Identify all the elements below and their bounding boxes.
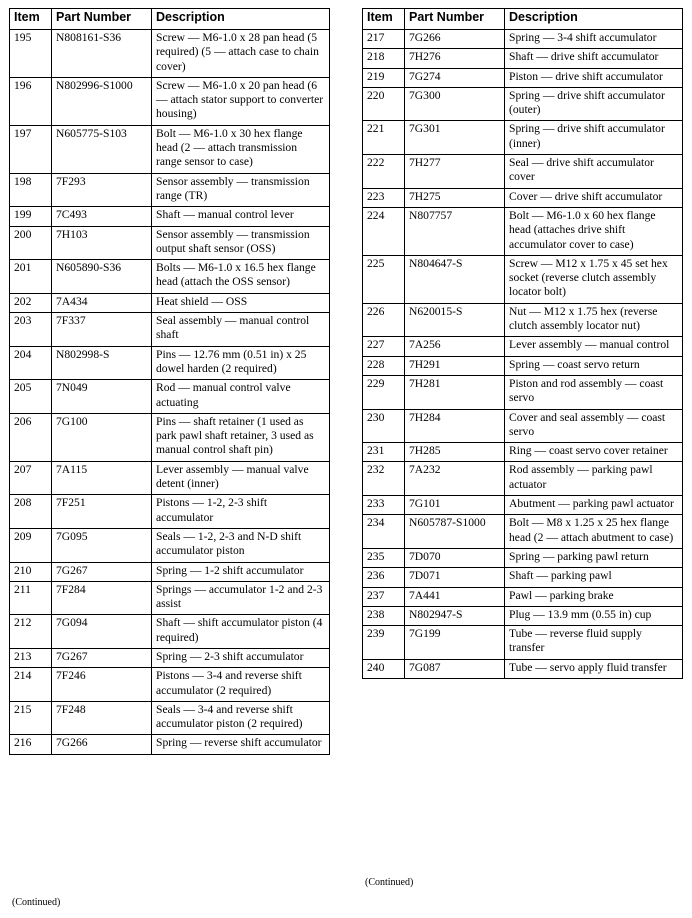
cell-part-number: 7G100 [52, 413, 152, 461]
cell-part-number: 7H284 [405, 409, 505, 443]
cell-description: Plug — 13.9 mm (0.55 in) cup [505, 606, 683, 625]
cell-description: Sensor assembly — transmission output shaft sensor (OSS) [152, 226, 330, 260]
table-row [363, 121, 683, 155]
table-row [363, 49, 683, 68]
cell-item: 229 [363, 375, 405, 409]
cell-description: Pins — shaft retainer (1 used as park pawl shaft retainer, 3 used as manual control shaft pin) [152, 413, 330, 461]
cell-item: 197 [10, 125, 52, 173]
cell-part-number: 7N049 [52, 380, 152, 414]
cell-description: Bolt — M8 x 1.25 x 25 hex flange head (2 — attach abutment to case) [505, 515, 683, 549]
cell-description: Spring — drive shift accumulator (inner) [505, 121, 683, 155]
cell-description: Seals — 1-2, 2-3 and N-D shift accumulator piston [152, 528, 330, 562]
cell-description: Bolt — M6-1.0 x 30 hex flange head (2 — attach transmission range sensor to case) [152, 125, 330, 173]
cell-item: 238 [363, 606, 405, 625]
cell-description: Abutment — parking pawl actuator [505, 496, 683, 515]
cell-item: 199 [10, 207, 52, 226]
cell-item: 198 [10, 173, 52, 207]
cell-part-number: 7G267 [52, 562, 152, 581]
cell-description: Spring — 3-4 shift accumulator [505, 30, 683, 49]
cell-part-number: 7G266 [405, 30, 505, 49]
cell-part-number: 7G094 [52, 615, 152, 649]
cell-description: Cover — drive shift accumulator [505, 188, 683, 207]
table-row [10, 562, 330, 581]
header-description: Description [152, 9, 330, 30]
cell-part-number: N605890-S36 [52, 260, 152, 294]
cell-part-number: N808161-S36 [52, 30, 152, 78]
cell-part-number: 7A232 [405, 462, 505, 496]
table-row [10, 346, 330, 380]
cell-description: Seal assembly — manual control shaft [152, 313, 330, 347]
table-row [363, 356, 683, 375]
table-row [10, 735, 330, 754]
table-row [363, 568, 683, 587]
cell-description: Spring — parking pawl return [505, 548, 683, 567]
cell-item: 237 [363, 587, 405, 606]
cell-item: 212 [10, 615, 52, 649]
cell-item: 215 [10, 701, 52, 735]
cell-item: 201 [10, 260, 52, 294]
continued-note-left: (Continued) [12, 897, 61, 908]
cell-item: 220 [363, 87, 405, 121]
cell-description: Shaft — shift accumulator piston (4 required) [152, 615, 330, 649]
cell-item: 239 [363, 626, 405, 660]
table-row [363, 626, 683, 660]
cell-description: Screw — M12 x 1.75 x 45 set hex socket (reverse clutch assembly locator bolt) [505, 255, 683, 303]
cell-item: 195 [10, 30, 52, 78]
cell-part-number: 7A434 [52, 293, 152, 312]
cell-item: 224 [363, 207, 405, 255]
table-row [10, 226, 330, 260]
table-row [10, 77, 330, 125]
table-row [10, 668, 330, 702]
cell-description: Spring — reverse shift accumulator [152, 735, 330, 754]
cell-part-number: 7F248 [52, 701, 152, 735]
table-row [363, 337, 683, 356]
table-header-row [363, 9, 683, 30]
cell-part-number: 7H285 [405, 443, 505, 462]
cell-description: Ring — coast servo cover retainer [505, 443, 683, 462]
cell-part-number: 7F251 [52, 495, 152, 529]
table-row [363, 587, 683, 606]
table-row [363, 409, 683, 443]
table-row [10, 313, 330, 347]
table-row [363, 87, 683, 121]
cell-item: 208 [10, 495, 52, 529]
table-row [363, 462, 683, 496]
cell-item: 203 [10, 313, 52, 347]
table-row [10, 125, 330, 173]
header-part-number: Part Number [405, 9, 505, 30]
table-row [363, 207, 683, 255]
cell-part-number: 7G267 [52, 648, 152, 667]
cell-part-number: N605787-S1000 [405, 515, 505, 549]
cell-description: Seal — drive shift accumulator cover [505, 155, 683, 189]
cell-item: 226 [363, 303, 405, 337]
cell-item: 217 [363, 30, 405, 49]
cell-description: Shaft — parking pawl [505, 568, 683, 587]
cell-item: 210 [10, 562, 52, 581]
cell-description: Sensor assembly — transmission range (TR) [152, 173, 330, 207]
cell-part-number: 7H276 [405, 49, 505, 68]
cell-description: Spring — 1-2 shift accumulator [152, 562, 330, 581]
table-row [363, 606, 683, 625]
cell-description: Spring — drive shift accumulator (outer) [505, 87, 683, 121]
cell-item: 207 [10, 461, 52, 495]
cell-part-number: 7G274 [405, 68, 505, 87]
parts-table-right [362, 8, 683, 679]
cell-part-number: 7G095 [52, 528, 152, 562]
cell-item: 227 [363, 337, 405, 356]
cell-part-number: N807757 [405, 207, 505, 255]
cell-description: Lever assembly — manual valve detent (inner) [152, 461, 330, 495]
table-header-row [10, 9, 330, 30]
cell-item: 234 [363, 515, 405, 549]
cell-item: 202 [10, 293, 52, 312]
cell-item: 204 [10, 346, 52, 380]
table-row [10, 413, 330, 461]
table-row [10, 173, 330, 207]
cell-item: 231 [363, 443, 405, 462]
cell-item: 222 [363, 155, 405, 189]
cell-part-number: 7D071 [405, 568, 505, 587]
table-row [10, 495, 330, 529]
cell-item: 218 [363, 49, 405, 68]
cell-description: Springs — accumulator 1-2 and 2-3 assist [152, 581, 330, 615]
table-row [10, 260, 330, 294]
cell-part-number: 7A115 [52, 461, 152, 495]
cell-part-number: 7G199 [405, 626, 505, 660]
cell-description: Pawl — parking brake [505, 587, 683, 606]
cell-part-number: 7A441 [405, 587, 505, 606]
table-row [10, 380, 330, 414]
table-row [10, 30, 330, 78]
table-row [10, 293, 330, 312]
cell-item: 196 [10, 77, 52, 125]
table-row [363, 68, 683, 87]
cell-description: Bolt — M6-1.0 x 60 hex flange head (attaches drive shift accumulator cover to case) [505, 207, 683, 255]
cell-part-number: N802996-S1000 [52, 77, 152, 125]
cell-part-number: 7G300 [405, 87, 505, 121]
cell-part-number: N802947-S [405, 606, 505, 625]
table-row [363, 548, 683, 567]
cell-description: Tube — servo apply fluid transfer [505, 659, 683, 678]
cell-part-number: 7G266 [52, 735, 152, 754]
cell-description: Rod assembly — parking pawl actuator [505, 462, 683, 496]
cell-part-number: 7A256 [405, 337, 505, 356]
table-row [363, 30, 683, 49]
cell-description: Tube — reverse fluid supply transfer [505, 626, 683, 660]
table-row [363, 255, 683, 303]
table-row [10, 461, 330, 495]
table-row [10, 648, 330, 667]
cell-description: Pistons — 3-4 and reverse shift accumulator (2 required) [152, 668, 330, 702]
cell-item: 205 [10, 380, 52, 414]
table-row [363, 515, 683, 549]
cell-description: Pistons — 1-2, 2-3 shift accumulator [152, 495, 330, 529]
cell-part-number: 7H103 [52, 226, 152, 260]
cell-item: 223 [363, 188, 405, 207]
cell-part-number: 7F246 [52, 668, 152, 702]
cell-item: 240 [363, 659, 405, 678]
cell-description: Lever assembly — manual control [505, 337, 683, 356]
header-item: Item [10, 9, 52, 30]
table-row [10, 615, 330, 649]
cell-description: Nut — M12 x 1.75 hex (reverse clutch assembly locator nut) [505, 303, 683, 337]
cell-description: Spring — 2-3 shift accumulator [152, 648, 330, 667]
cell-item: 200 [10, 226, 52, 260]
cell-item: 228 [363, 356, 405, 375]
table-row [363, 155, 683, 189]
cell-description: Bolts — M6-1.0 x 16.5 hex flange head (attach the OSS sensor) [152, 260, 330, 294]
cell-part-number: 7C493 [52, 207, 152, 226]
cell-description: Piston — drive shift accumulator [505, 68, 683, 87]
header-part-number: Part Number [52, 9, 152, 30]
cell-description: Spring — coast servo return [505, 356, 683, 375]
cell-part-number: 7G087 [405, 659, 505, 678]
cell-description: Shaft — manual control lever [152, 207, 330, 226]
table-row [10, 701, 330, 735]
cell-part-number: N804647-S [405, 255, 505, 303]
cell-part-number: 7H277 [405, 155, 505, 189]
header-description: Description [505, 9, 683, 30]
cell-part-number: N802998-S [52, 346, 152, 380]
table-row [10, 528, 330, 562]
table-row [363, 188, 683, 207]
header-item: Item [363, 9, 405, 30]
cell-description: Pins — 12.76 mm (0.51 in) x 25 dowel harden (2 required) [152, 346, 330, 380]
cell-part-number: 7D070 [405, 548, 505, 567]
cell-part-number: 7H275 [405, 188, 505, 207]
cell-item: 206 [10, 413, 52, 461]
cell-item: 230 [363, 409, 405, 443]
cell-part-number: 7H291 [405, 356, 505, 375]
cell-part-number: N620015-S [405, 303, 505, 337]
cell-part-number: 7F337 [52, 313, 152, 347]
continued-note-right: (Continued) [365, 877, 414, 888]
cell-part-number: 7H281 [405, 375, 505, 409]
cell-description: Rod — manual control valve actuating [152, 380, 330, 414]
cell-item: 209 [10, 528, 52, 562]
table-row [10, 581, 330, 615]
cell-description: Screw — M6-1.0 x 28 pan head (5 required) (5 — attach case to chain cover) [152, 30, 330, 78]
cell-item: 216 [10, 735, 52, 754]
cell-item: 233 [363, 496, 405, 515]
table-row [363, 303, 683, 337]
cell-item: 213 [10, 648, 52, 667]
cell-description: Seals — 3-4 and reverse shift accumulator piston (2 required) [152, 701, 330, 735]
cell-description: Piston and rod assembly — coast servo [505, 375, 683, 409]
cell-item: 236 [363, 568, 405, 587]
cell-description: Shaft — drive shift accumulator [505, 49, 683, 68]
cell-item: 219 [363, 68, 405, 87]
cell-part-number: 7F293 [52, 173, 152, 207]
cell-part-number: 7F284 [52, 581, 152, 615]
cell-item: 235 [363, 548, 405, 567]
table-row [363, 443, 683, 462]
cell-item: 225 [363, 255, 405, 303]
table-row [10, 207, 330, 226]
cell-description: Heat shield — OSS [152, 293, 330, 312]
cell-part-number: N605775-S103 [52, 125, 152, 173]
cell-item: 214 [10, 668, 52, 702]
table-row [363, 659, 683, 678]
cell-part-number: 7G101 [405, 496, 505, 515]
cell-part-number: 7G301 [405, 121, 505, 155]
cell-item: 221 [363, 121, 405, 155]
table-row [363, 375, 683, 409]
parts-table-left [9, 8, 330, 755]
table-row [363, 496, 683, 515]
cell-description: Screw — M6-1.0 x 20 pan head (6 — attach stator support to converter housing) [152, 77, 330, 125]
cell-item: 211 [10, 581, 52, 615]
cell-item: 232 [363, 462, 405, 496]
cell-description: Cover and seal assembly — coast servo [505, 409, 683, 443]
